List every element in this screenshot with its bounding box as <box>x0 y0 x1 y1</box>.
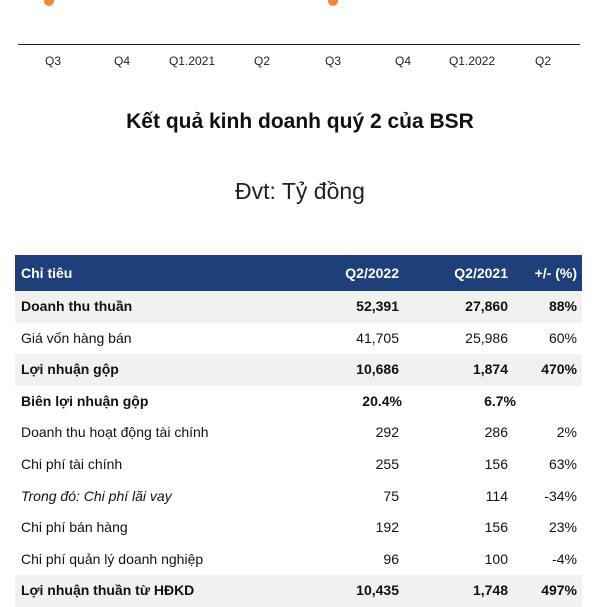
row-change: -4% <box>552 550 577 567</box>
row-q2-2021: 156 <box>484 455 508 472</box>
table-row <box>15 417 582 449</box>
row-label: Lợi nhuận thuần từ HĐKD <box>21 582 195 599</box>
chart-tick-labels <box>0 54 600 72</box>
tick-label: Q3 <box>324 54 342 68</box>
row-q2-2022: 96 <box>383 550 399 567</box>
row-q2-2022: 192 <box>375 519 399 536</box>
row-q2-2022: 10,686 <box>356 361 399 378</box>
row-label: Chi phí bán hàng <box>21 519 128 536</box>
row-change: 470% <box>541 361 577 378</box>
row-label: Doanh thu thuần <box>21 298 133 314</box>
page-title: Kết quả kinh doanh quý 2 của BSR <box>126 110 474 133</box>
row-q2-2022: 41,705 <box>356 329 399 346</box>
table-row <box>15 481 582 513</box>
row-q2-2022: 20.4% <box>362 392 402 409</box>
row-q2-2021: 286 <box>484 424 508 441</box>
tick-label: Q4 <box>394 54 412 68</box>
row-q2-2022: 10,435 <box>356 582 399 599</box>
row-change: -34% <box>544 487 577 504</box>
row-q2-2021: 1,874 <box>472 361 508 378</box>
table-row <box>15 512 582 544</box>
row-q2-2021: 27,860 <box>465 298 508 314</box>
tick-label: Q2 <box>534 54 552 68</box>
header-q2-2021: Q2/2021 <box>454 265 508 281</box>
row-label: Doanh thu hoạt động tài chính <box>21 424 209 441</box>
table-row <box>15 323 582 355</box>
header-q2-2022: Q2/2022 <box>345 265 399 281</box>
tick-label: Q1.2021 <box>168 54 216 68</box>
table-row <box>15 544 582 576</box>
row-q2-2021: 1,748 <box>472 582 508 599</box>
row-q2-2022: 255 <box>375 455 399 472</box>
row-q2-2021: 6.7% <box>484 392 516 409</box>
row-label: Lợi nhuận gộp <box>21 361 119 378</box>
tick-label: Q1.2022 <box>448 54 496 68</box>
row-label: Trong đó: Chi phí lãi vay <box>21 487 172 504</box>
row-q2-2021: 25,986 <box>465 329 508 346</box>
header-change: +/- (%) <box>534 265 577 281</box>
row-q2-2022: 75 <box>383 487 399 504</box>
row-label: Chi phí quản lý doanh nghiệp <box>21 550 204 567</box>
row-label: Chi phí tài chính <box>21 455 123 472</box>
row-change: 60% <box>548 329 577 346</box>
row-label: Biên lợi nhuận gộp <box>21 392 149 409</box>
row-change: 497% <box>541 582 577 599</box>
table-row <box>15 449 582 481</box>
unit-label: Đvt: Tỷ đồng <box>235 178 365 204</box>
chart-fragment <box>0 0 600 80</box>
tick-label: Q2 <box>253 54 271 68</box>
row-change: 63% <box>548 455 577 472</box>
row-change: 2% <box>556 424 577 441</box>
row-q2-2022: 292 <box>375 424 399 441</box>
table-row <box>15 386 582 418</box>
header-label: Chỉ tiêu <box>21 265 73 281</box>
row-q2-2021: 114 <box>485 487 508 504</box>
tick-label: Q4 <box>113 54 131 68</box>
results-table <box>15 255 582 607</box>
table-row <box>15 354 582 386</box>
row-q2-2021: 100 <box>484 550 508 567</box>
chart-point <box>44 0 54 6</box>
chart-x-axis <box>18 44 580 45</box>
row-change: 23% <box>548 519 577 536</box>
row-q2-2021: 156 <box>484 519 508 536</box>
table-row <box>15 291 582 323</box>
table-header <box>15 255 582 291</box>
row-label: Giá vốn hàng bán <box>21 329 132 346</box>
table-row <box>15 575 582 607</box>
tick-label: Q3 <box>44 54 62 68</box>
chart-point <box>328 0 338 6</box>
row-q2-2022: 52,391 <box>356 298 399 314</box>
row-change: 88% <box>548 298 577 314</box>
